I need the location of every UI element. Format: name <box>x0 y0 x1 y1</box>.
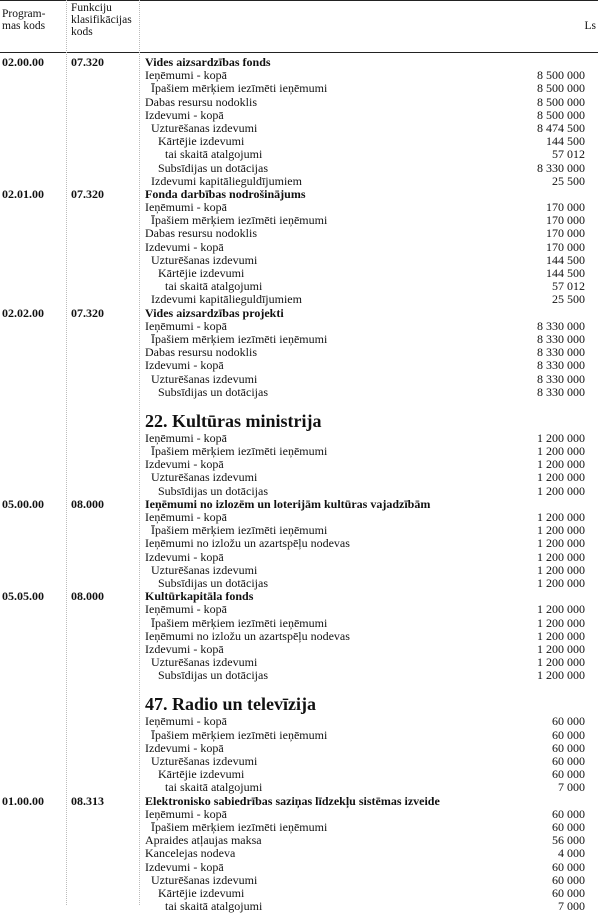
table-row <box>0 715 600 728</box>
row-amount: 8 330 000 <box>537 345 585 360</box>
table-row <box>0 320 600 333</box>
table-row <box>0 135 600 148</box>
row-amount: 170 000 <box>546 239 585 254</box>
row-amount: 25 500 <box>552 173 585 188</box>
row-label: Apraides atļaujas maksa <box>145 833 262 848</box>
row-label: Ieņēmumi - kopā <box>145 602 227 617</box>
row-label: Ieņēmumi - kopā <box>145 68 227 83</box>
row-amount: 144 500 <box>546 252 585 267</box>
row-label: Īpašiem mērķiem iezīmēti ieņēmumi <box>151 81 328 96</box>
table-row <box>0 109 600 122</box>
table-row <box>0 346 600 359</box>
row-amount: 60 000 <box>552 714 585 729</box>
row-amount: 60 000 <box>552 819 585 834</box>
section-row <box>0 188 600 201</box>
row-amount: 1 200 000 <box>537 615 585 630</box>
row-label: Subsīdijas un dotācijas <box>158 483 268 498</box>
row-label: Ieņēmumi no izložu un azartspēļu nodevas <box>145 536 350 551</box>
table-row <box>0 755 600 768</box>
row-amount: 1 200 000 <box>537 523 585 538</box>
header-program-code: Program- mas kods <box>2 8 46 32</box>
table-row <box>0 162 600 175</box>
row-amount: 1 200 000 <box>537 536 585 551</box>
row-amount: 8 330 000 <box>537 371 585 386</box>
header-rule <box>0 52 598 53</box>
table-row <box>0 669 600 682</box>
table-row <box>0 96 600 109</box>
row-label: tai skaitā atalgojumi <box>165 780 263 795</box>
row-label: Ieņēmumi no izložu un azartspēļu nodevas <box>145 628 350 643</box>
row-amount: 8 500 000 <box>537 94 585 109</box>
row-label: Izdevumi kapitālieguldījumiem <box>151 292 302 307</box>
row-amount: 8 330 000 <box>537 384 585 399</box>
function-code: 07.320 <box>71 305 104 320</box>
row-amount: 1 200 000 <box>537 575 585 590</box>
row-amount: 8 500 000 <box>537 68 585 83</box>
budget-table <box>0 56 600 913</box>
table-row <box>0 241 600 254</box>
table-row <box>0 267 600 280</box>
row-label: Uzturēšanas izdevumi <box>151 872 258 887</box>
row-label: Fonda darbības nodrošinājums <box>145 186 306 201</box>
function-code: 07.320 <box>71 55 104 69</box>
table-row <box>0 458 600 471</box>
table-row <box>0 781 600 794</box>
row-amount: 60 000 <box>552 727 585 742</box>
row-label: Izdevumi - kopā <box>145 859 224 874</box>
row-amount: 1 200 000 <box>537 430 585 445</box>
row-amount: 1 200 000 <box>537 470 585 485</box>
row-amount: 1 200 000 <box>537 655 585 670</box>
table-row <box>0 821 600 834</box>
row-label: Uzturēšanas izdevumi <box>151 470 258 485</box>
top-rule <box>0 0 598 1</box>
table-row <box>0 227 600 240</box>
row-amount: 1 200 000 <box>537 641 585 656</box>
row-label: Uzturēšanas izdevumi <box>151 371 258 386</box>
row-amount: 8 500 000 <box>537 81 585 96</box>
row-label: Īpašiem mērķiem iezīmēti ieņēmumi <box>151 615 328 630</box>
row-label: Izdevumi - kopā <box>145 107 224 122</box>
table-row <box>0 729 600 742</box>
table-row <box>0 445 600 458</box>
table-row <box>0 630 600 643</box>
row-amount: 7 000 <box>558 780 585 795</box>
row-label: Dabas resursu nodoklis <box>145 226 257 241</box>
row-label: Kancelejas nodeva <box>145 846 236 861</box>
row-label: Izdevumi - kopā <box>145 239 224 254</box>
row-label: Izdevumi - kopā <box>145 358 224 373</box>
row-label: Ieņēmumi - kopā <box>145 806 227 821</box>
row-amount: 56 000 <box>552 833 585 848</box>
row-label: Kārtējie izdevumi <box>158 266 245 280</box>
table-row <box>0 564 600 577</box>
row-label: Izdevumi - kopā <box>145 740 224 755</box>
row-amount: 144 500 <box>546 134 585 149</box>
row-label: Ieņēmumi - kopā <box>145 714 227 729</box>
row-label: Ieņēmumi no izlozēm un loterijām kultūras vajadzībām <box>145 496 431 511</box>
row-label: Kārtējie izdevumi <box>158 885 245 900</box>
section-row <box>0 56 600 69</box>
row-label: Izdevumi - kopā <box>145 457 224 472</box>
row-label: Īpašiem mērķiem iezīmēti ieņēmumi <box>151 331 328 346</box>
table-row <box>0 254 600 267</box>
row-amount: 1 200 000 <box>537 549 585 564</box>
table-row <box>0 834 600 847</box>
function-code: 08.000 <box>71 496 104 511</box>
row-label: Kultūrkapitāla fonds <box>145 589 254 604</box>
function-code: 08.313 <box>71 793 104 808</box>
row-amount: 60 000 <box>552 885 585 900</box>
table-row <box>0 82 600 95</box>
table-row <box>0 386 600 399</box>
section-row <box>0 498 600 511</box>
row-amount: 144 500 <box>546 266 585 280</box>
row-label: Kārtējie izdevumi <box>158 767 245 782</box>
row-label: Elektronisko sabiedrības saziņas līdzekļu sistēmas izveide <box>145 793 440 808</box>
row-label: Subsīdijas un dotācijas <box>158 384 268 399</box>
row-label: Vides aizsardzības projekti <box>145 305 284 320</box>
table-row <box>0 874 600 887</box>
program-code: 02.01.00 <box>2 186 44 201</box>
row-amount: 170 000 <box>546 200 585 215</box>
header-function-code: Funkciju klasifikācijas kods <box>71 2 132 38</box>
row-label: Dabas resursu nodoklis <box>145 94 257 109</box>
table-row <box>0 617 600 630</box>
table-row <box>0 373 600 386</box>
table-row <box>0 214 600 227</box>
ministry-title: 22. Kultūras ministrija <box>145 410 322 431</box>
row-label: tai skaitā atalgojumi <box>165 147 263 162</box>
row-amount: 57 012 <box>552 147 585 162</box>
section-row <box>0 307 600 320</box>
row-label: Izdevumi kapitālieguldījumiem <box>151 173 302 188</box>
row-amount: 60 000 <box>552 872 585 887</box>
ministry-heading <box>0 399 600 432</box>
row-amount: 170 000 <box>546 213 585 228</box>
table-row <box>0 485 600 498</box>
program-code: 02.00.00 <box>2 55 44 69</box>
row-label: Ieņēmumi - kopā <box>145 318 227 333</box>
row-label: Kārtējie izdevumi <box>158 134 245 149</box>
row-label: Dabas resursu nodoklis <box>145 345 257 360</box>
row-amount: 57 012 <box>552 279 585 294</box>
program-code: 05.05.00 <box>2 589 44 604</box>
table-row <box>0 847 600 860</box>
table-row <box>0 551 600 564</box>
table-row <box>0 742 600 755</box>
row-label: Ieņēmumi - kopā <box>145 510 227 524</box>
row-amount: 25 500 <box>552 292 585 307</box>
row-label: Ieņēmumi - kopā <box>145 200 227 215</box>
row-amount: 4 000 <box>558 846 585 861</box>
header-currency: Ls <box>584 20 596 32</box>
row-label: Uzturēšanas izdevumi <box>151 252 258 267</box>
section-row <box>0 795 600 808</box>
row-label: Uzturēšanas izdevumi <box>151 754 258 768</box>
row-amount: 7 000 <box>558 899 585 913</box>
row-amount: 60 000 <box>552 767 585 782</box>
table-row <box>0 333 600 346</box>
row-label: Subsīdijas un dotācijas <box>158 160 268 175</box>
row-label: Subsīdijas un dotācijas <box>158 575 268 590</box>
row-label: Īpašiem mērķiem iezīmēti ieņēmumi <box>151 213 328 228</box>
row-amount: 8 500 000 <box>537 107 585 122</box>
table-row <box>0 643 600 656</box>
row-label: tai skaitā atalgojumi <box>165 899 263 913</box>
row-amount: 60 000 <box>552 806 585 821</box>
function-code: 08.000 <box>71 589 104 604</box>
ministry-heading <box>0 682 600 715</box>
row-label: Izdevumi - kopā <box>145 549 224 564</box>
table-row <box>0 887 600 900</box>
row-amount: 8 474 500 <box>537 120 585 135</box>
row-label: Uzturēšanas izdevumi <box>151 655 258 670</box>
table-row <box>0 359 600 372</box>
row-amount: 60 000 <box>552 754 585 768</box>
row-amount: 1 200 000 <box>537 510 585 524</box>
table-row <box>0 122 600 135</box>
row-label: Subsīdijas un dotācijas <box>158 668 268 683</box>
row-label: Īpašiem mērķiem iezīmēti ieņēmumi <box>151 523 328 538</box>
row-amount: 60 000 <box>552 740 585 755</box>
row-amount: 170 000 <box>546 226 585 241</box>
row-label: Vides aizsardzības fonds <box>145 55 271 69</box>
row-amount: 8 330 000 <box>537 358 585 373</box>
table-row <box>0 808 600 821</box>
row-amount: 1 200 000 <box>537 457 585 472</box>
ministry-title: 47. Radio un televīzija <box>145 694 316 715</box>
table-row <box>0 471 600 484</box>
row-label: Uzturēšanas izdevumi <box>151 120 258 135</box>
row-amount: 1 200 000 <box>537 444 585 459</box>
row-amount: 1 200 000 <box>537 668 585 683</box>
row-label: Ieņēmumi - kopā <box>145 430 227 445</box>
row-label: Izdevumi - kopā <box>145 641 224 656</box>
function-code: 07.320 <box>71 186 104 201</box>
row-amount: 1 200 000 <box>537 483 585 498</box>
row-amount: 8 330 000 <box>537 160 585 175</box>
row-amount: 8 330 000 <box>537 318 585 333</box>
row-amount: 60 000 <box>552 859 585 874</box>
row-label: tai skaitā atalgojumi <box>165 279 263 294</box>
row-label: Īpašiem mērķiem iezīmēti ieņēmumi <box>151 444 328 459</box>
table-row <box>0 768 600 781</box>
table-row <box>0 656 600 669</box>
row-label: Īpašiem mērķiem iezīmēti ieņēmumi <box>151 727 328 742</box>
program-code: 02.02.00 <box>2 305 44 320</box>
row-label: Uzturēšanas izdevumi <box>151 562 258 577</box>
table-row <box>0 537 600 550</box>
row-amount: 1 200 000 <box>537 562 585 577</box>
row-label: Īpašiem mērķiem iezīmēti ieņēmumi <box>151 819 328 834</box>
table-row <box>0 148 600 161</box>
row-amount: 1 200 000 <box>537 602 585 617</box>
row-amount: 8 330 000 <box>537 331 585 346</box>
program-code: 01.00.00 <box>2 793 44 808</box>
row-amount: 1 200 000 <box>537 628 585 643</box>
table-row <box>0 861 600 874</box>
program-code: 05.00.00 <box>2 496 44 511</box>
table-row <box>0 175 600 188</box>
table-row <box>0 293 600 306</box>
table-row <box>0 603 600 616</box>
section-row <box>0 590 600 603</box>
table-row <box>0 900 600 913</box>
